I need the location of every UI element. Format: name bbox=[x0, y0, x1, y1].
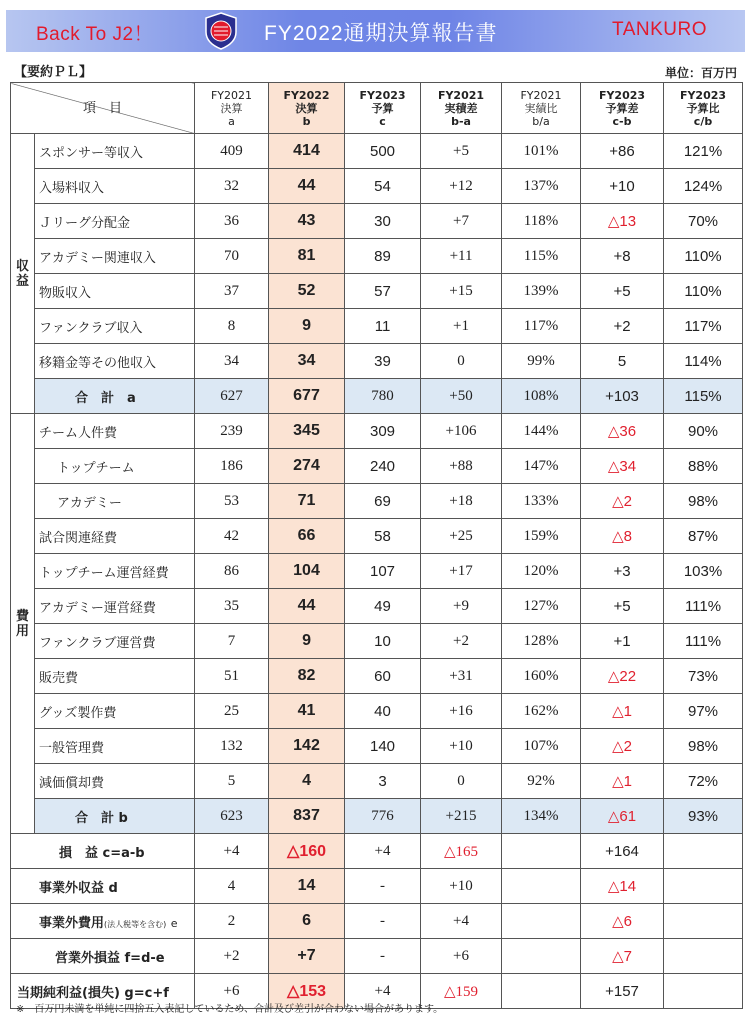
fy2021-value: 36 bbox=[195, 204, 269, 239]
footnote: ※ 百万円未満を単純に四捨五入表記しているため、合計及び差引が合わない場合があります。 bbox=[16, 1004, 444, 1015]
col-fy2023-l3: c bbox=[379, 114, 386, 128]
fy2022-value: 71 bbox=[269, 484, 345, 519]
fy2021-total: 623 bbox=[195, 799, 269, 834]
fy2022-value: 44 bbox=[269, 169, 345, 204]
ratio-cb-value: 117% bbox=[664, 309, 743, 344]
fy2022-value: 345 bbox=[269, 414, 345, 449]
ratio-cb-value: 124% bbox=[664, 169, 743, 204]
fy2023-value: 49 bbox=[345, 589, 421, 624]
diff-cb-value: △2 bbox=[581, 484, 664, 519]
fy2023-value: 500 bbox=[345, 134, 421, 169]
non-op-income-row-fy2023: - bbox=[345, 869, 421, 904]
net-income-row-fy2022: △153 bbox=[269, 974, 345, 1009]
col-ratio-cb-l3: c/b bbox=[693, 114, 713, 128]
fy2023-value: 240 bbox=[345, 449, 421, 484]
diff-cb-value: +5 bbox=[581, 589, 664, 624]
non-op-income-row bbox=[11, 869, 743, 904]
col-diff-cb-l2: 予算差 bbox=[605, 101, 639, 115]
net-income-row-diff-ba: △159 bbox=[421, 974, 502, 1009]
row-label: グッズ製作費 bbox=[35, 694, 195, 729]
ratio-ba-value: 160% bbox=[502, 659, 581, 694]
non-op-expense-row-ratio-ba bbox=[502, 904, 581, 939]
fy2022-value: 44 bbox=[269, 589, 345, 624]
ratio-cb-value: 111% bbox=[664, 624, 743, 659]
fy2022-value: 66 bbox=[269, 519, 345, 554]
ratio-ba-value: 133% bbox=[502, 484, 581, 519]
fy2021-value: 37 bbox=[195, 274, 269, 309]
table-row bbox=[11, 519, 743, 554]
ratio-ba-value: 118% bbox=[502, 204, 581, 239]
fy2021-value: 42 bbox=[195, 519, 269, 554]
table-row bbox=[11, 239, 743, 274]
total-row bbox=[11, 379, 743, 414]
non-op-expense-row-fy2022: 6 bbox=[269, 904, 345, 939]
fy2022-value: 9 bbox=[269, 624, 345, 659]
col-ratio-ba-l2: 実績比 bbox=[524, 101, 558, 115]
diff-ba-value: +11 bbox=[421, 239, 502, 274]
fy2023-value: 30 bbox=[345, 204, 421, 239]
col-diff-ba bbox=[421, 83, 502, 134]
row-label: 試合関連経費 bbox=[35, 519, 195, 554]
diff-ba-value: +9 bbox=[421, 589, 502, 624]
fy2021-value: 5 bbox=[195, 764, 269, 799]
net-income-row-fy2021: +6 bbox=[195, 974, 269, 1009]
diff-ba-value: +5 bbox=[421, 134, 502, 169]
diff-ba-value: +7 bbox=[421, 204, 502, 239]
profit-row-diff-ba: △165 bbox=[421, 834, 502, 869]
col-diff-cb-l1: FY2023 bbox=[598, 88, 646, 102]
total-label: 合 計 a bbox=[35, 379, 195, 414]
profit-row-ratio-cb bbox=[664, 834, 743, 869]
col-ratio-cb-l1: FY2023 bbox=[679, 88, 727, 102]
fy2021-value: 132 bbox=[195, 729, 269, 764]
non-op-expense-row-label bbox=[11, 904, 195, 939]
diff-ba-total: +215 bbox=[421, 799, 502, 834]
diff-cb-total: △61 bbox=[581, 799, 664, 834]
total-label: 合 計 b bbox=[35, 799, 195, 834]
profit-row-fy2021: +4 bbox=[195, 834, 269, 869]
fy2023-value: 60 bbox=[345, 659, 421, 694]
revenue-label: 収 益 bbox=[11, 134, 35, 414]
ratio-ba-value: 117% bbox=[502, 309, 581, 344]
table-row bbox=[11, 484, 743, 519]
ratio-ba-value: 147% bbox=[502, 449, 581, 484]
non-op-expense-tail: e bbox=[170, 916, 178, 930]
diff-cb-value: 5 bbox=[581, 344, 664, 379]
diff-cb-value: △34 bbox=[581, 449, 664, 484]
diff-ba-value: +10 bbox=[421, 729, 502, 764]
non-op-income-text: 事業外収益 d bbox=[39, 880, 118, 896]
revenue-section bbox=[11, 134, 743, 414]
fy2023-value: 89 bbox=[345, 239, 421, 274]
non-op-pl-row-label bbox=[11, 939, 195, 974]
diff-ba-total: +50 bbox=[421, 379, 502, 414]
net-income-row-ratio-ba bbox=[502, 974, 581, 1009]
non-op-expense-row-fy2023: - bbox=[345, 904, 421, 939]
non-op-expense-text: 事業外費用 bbox=[39, 915, 105, 931]
ratio-cb-value: 70% bbox=[664, 204, 743, 239]
ratio-ba-total: 108% bbox=[502, 379, 581, 414]
row-label: トップチーム bbox=[35, 449, 195, 484]
diff-cb-value: +86 bbox=[581, 134, 664, 169]
diff-ba-value: +15 bbox=[421, 274, 502, 309]
table-row bbox=[11, 274, 743, 309]
ratio-ba-value: 101% bbox=[502, 134, 581, 169]
club-crest-icon bbox=[203, 12, 239, 50]
table-row bbox=[11, 414, 743, 449]
fy2021-value: 25 bbox=[195, 694, 269, 729]
fy2023-value: 58 bbox=[345, 519, 421, 554]
diff-ba-value: +12 bbox=[421, 169, 502, 204]
ratio-ba-value: 137% bbox=[502, 169, 581, 204]
net-income-row-ratio-cb bbox=[664, 974, 743, 1009]
col-diff-cb-l3: c-b bbox=[612, 114, 632, 128]
row-label: 一般管理費 bbox=[35, 729, 195, 764]
col-diff-cb bbox=[581, 83, 664, 134]
table-row bbox=[11, 764, 743, 799]
fy2022-value: 9 bbox=[269, 309, 345, 344]
fy2022-total: 837 bbox=[269, 799, 345, 834]
fy2021-total: 627 bbox=[195, 379, 269, 414]
fy2023-value: 11 bbox=[345, 309, 421, 344]
col-fy2022-l3: b bbox=[302, 114, 311, 128]
diff-cb-value: +3 bbox=[581, 554, 664, 589]
fy2022-value: 34 bbox=[269, 344, 345, 379]
fy2023-value: 309 bbox=[345, 414, 421, 449]
fy2022-value: 142 bbox=[269, 729, 345, 764]
ratio-ba-value: 127% bbox=[502, 589, 581, 624]
diff-ba-value: +1 bbox=[421, 309, 502, 344]
ratio-cb-value: 98% bbox=[664, 484, 743, 519]
non-op-expense-note: (法人税等を含む) bbox=[104, 919, 167, 929]
row-label: 物販収入 bbox=[35, 274, 195, 309]
col-fy2023-l2: 予算 bbox=[371, 101, 394, 115]
diff-cb-value: +5 bbox=[581, 274, 664, 309]
non-op-expense-row-ratio-cb bbox=[664, 904, 743, 939]
table-row bbox=[11, 449, 743, 484]
ratio-ba-value: 139% bbox=[502, 274, 581, 309]
table-row bbox=[11, 659, 743, 694]
profit-row-ratio-ba bbox=[502, 834, 581, 869]
fy2023-total: 780 bbox=[345, 379, 421, 414]
diff-cb-value: △36 bbox=[581, 414, 664, 449]
row-label: 販売費 bbox=[35, 659, 195, 694]
ratio-ba-value: 107% bbox=[502, 729, 581, 764]
diff-ba-value: 0 bbox=[421, 344, 502, 379]
ratio-cb-value: 110% bbox=[664, 239, 743, 274]
ratio-cb-value: 88% bbox=[664, 449, 743, 484]
col-fy2023 bbox=[345, 83, 421, 134]
col-diff-ba-l2: 実積差 bbox=[444, 101, 478, 115]
table-row bbox=[11, 694, 743, 729]
fy2021-value: 409 bbox=[195, 134, 269, 169]
col-ratio-ba bbox=[502, 83, 581, 134]
non-op-pl-row-fy2022: +7 bbox=[269, 939, 345, 974]
diff-cb-value: +8 bbox=[581, 239, 664, 274]
non-op-income-row-ratio-cb bbox=[664, 869, 743, 904]
fy2023-value: 40 bbox=[345, 694, 421, 729]
col-fy2021-l3: a bbox=[228, 114, 235, 128]
fy2023-total: 776 bbox=[345, 799, 421, 834]
col-fy2021 bbox=[195, 83, 269, 134]
non-op-pl-row bbox=[11, 939, 743, 974]
non-op-pl-row-diff-ba: +6 bbox=[421, 939, 502, 974]
non-op-pl-row-ratio-ba bbox=[502, 939, 581, 974]
ratio-cb-value: 121% bbox=[664, 134, 743, 169]
row-label: アカデミー運営経費 bbox=[35, 589, 195, 624]
item-header bbox=[11, 83, 195, 134]
ratio-cb-value: 98% bbox=[664, 729, 743, 764]
table-row bbox=[11, 204, 743, 239]
fy2022-value: 43 bbox=[269, 204, 345, 239]
ratio-cb-value: 90% bbox=[664, 414, 743, 449]
ratio-ba-value: 92% bbox=[502, 764, 581, 799]
ratio-cb-value: 103% bbox=[664, 554, 743, 589]
diff-cb-value: +10 bbox=[581, 169, 664, 204]
non-op-income-row-ratio-ba bbox=[502, 869, 581, 904]
fy2021-value: 7 bbox=[195, 624, 269, 659]
ratio-cb-value: 73% bbox=[664, 659, 743, 694]
col-ratio-ba-l1: FY2021 bbox=[520, 88, 562, 102]
fy2021-value: 32 bbox=[195, 169, 269, 204]
table-row bbox=[11, 309, 743, 344]
ratio-cb-total: 93% bbox=[664, 799, 743, 834]
fy2021-value: 239 bbox=[195, 414, 269, 449]
net-income-text: 当期純利益(損失) g=c+f bbox=[17, 985, 169, 1001]
row-label: 移籍金等その他収入 bbox=[35, 344, 195, 379]
non-op-income-row-fy2021: 4 bbox=[195, 869, 269, 904]
ratio-cb-value: 111% bbox=[664, 589, 743, 624]
fy2023-value: 69 bbox=[345, 484, 421, 519]
diff-ba-value: +88 bbox=[421, 449, 502, 484]
col-diff-ba-l3: b-a bbox=[451, 114, 471, 128]
expense-label: 費 用 bbox=[11, 414, 35, 834]
club-name: TANKURO bbox=[612, 19, 707, 40]
ratio-ba-value: 128% bbox=[502, 624, 581, 659]
pl-table bbox=[10, 82, 743, 1009]
col-ratio-cb bbox=[664, 83, 743, 134]
diff-cb-total: +103 bbox=[581, 379, 664, 414]
unit-label: 単位：百万円 bbox=[664, 66, 737, 80]
ratio-cb-value: 87% bbox=[664, 519, 743, 554]
diff-cb-value: +2 bbox=[581, 309, 664, 344]
diff-ba-value: +16 bbox=[421, 694, 502, 729]
fy2021-value: 35 bbox=[195, 589, 269, 624]
diff-ba-value: +25 bbox=[421, 519, 502, 554]
ratio-cb-value: 97% bbox=[664, 694, 743, 729]
fy2023-value: 3 bbox=[345, 764, 421, 799]
net-income-row-diff-cb: +157 bbox=[581, 974, 664, 1009]
report-title: FY2022通期決算報告書 bbox=[264, 22, 498, 45]
ratio-ba-value: 162% bbox=[502, 694, 581, 729]
fy2021-value: 53 bbox=[195, 484, 269, 519]
non-op-expense-row-diff-ba: +4 bbox=[421, 904, 502, 939]
col-fy2022-l1: FY2022 bbox=[283, 88, 330, 102]
diff-ba-value: +106 bbox=[421, 414, 502, 449]
profit-section bbox=[11, 834, 743, 1009]
diff-cb-value: △13 bbox=[581, 204, 664, 239]
fy2022-value: 4 bbox=[269, 764, 345, 799]
row-label: チーム人件費 bbox=[35, 414, 195, 449]
fy2022-value: 274 bbox=[269, 449, 345, 484]
diff-cb-value: △8 bbox=[581, 519, 664, 554]
non-op-pl-row-fy2021: +2 bbox=[195, 939, 269, 974]
non-op-income-row-diff-ba: +10 bbox=[421, 869, 502, 904]
profit-label-text: 損 益 c=a-b bbox=[59, 845, 145, 861]
diff-ba-value: +18 bbox=[421, 484, 502, 519]
ratio-cb-total: 115% bbox=[664, 379, 743, 414]
profit-row bbox=[11, 834, 743, 869]
fy2022-total: 677 bbox=[269, 379, 345, 414]
col-fy2023-l1: FY2023 bbox=[359, 88, 406, 102]
diff-ba-value: 0 bbox=[421, 764, 502, 799]
non-op-expense-row bbox=[11, 904, 743, 939]
fy2023-value: 140 bbox=[345, 729, 421, 764]
row-label: 減価償却費 bbox=[35, 764, 195, 799]
non-op-pl-row-diff-cb: △7 bbox=[581, 939, 664, 974]
profit-row-fy2022: △160 bbox=[269, 834, 345, 869]
diff-ba-value: +2 bbox=[421, 624, 502, 659]
ratio-ba-value: 159% bbox=[502, 519, 581, 554]
row-label: ファンクラブ運営費 bbox=[35, 624, 195, 659]
row-label: スポンサー等収入 bbox=[35, 134, 195, 169]
non-op-pl-row-fy2023: - bbox=[345, 939, 421, 974]
profit-row-label bbox=[11, 834, 195, 869]
ratio-ba-value: 144% bbox=[502, 414, 581, 449]
fy2021-value: 70 bbox=[195, 239, 269, 274]
fy2021-value: 86 bbox=[195, 554, 269, 589]
ratio-ba-total: 134% bbox=[502, 799, 581, 834]
table-row bbox=[11, 729, 743, 764]
table-row bbox=[11, 554, 743, 589]
header-row bbox=[11, 83, 743, 134]
col-fy2022 bbox=[269, 83, 345, 134]
fy2021-value: 34 bbox=[195, 344, 269, 379]
ratio-cb-value: 114% bbox=[664, 344, 743, 379]
profit-row-fy2023: +4 bbox=[345, 834, 421, 869]
non-op-pl-text: 営業外損益 f=d-e bbox=[55, 950, 165, 966]
col-ratio-cb-l2: 予算比 bbox=[686, 101, 720, 115]
row-label: Ｊリーグ分配金 bbox=[35, 204, 195, 239]
table-row bbox=[11, 344, 743, 379]
non-op-income-row-label bbox=[11, 869, 195, 904]
fy2021-value: 186 bbox=[195, 449, 269, 484]
fy2023-value: 10 bbox=[345, 624, 421, 659]
summary-pl-caption: 【要約ＰＬ】 bbox=[14, 65, 93, 80]
row-label: 入場料収入 bbox=[35, 169, 195, 204]
diff-cb-value: △1 bbox=[581, 764, 664, 799]
col-fy2022-l2: 決算 bbox=[295, 101, 318, 115]
table-row bbox=[11, 589, 743, 624]
table-row bbox=[11, 169, 743, 204]
row-label: アカデミー bbox=[35, 484, 195, 519]
fy2023-value: 107 bbox=[345, 554, 421, 589]
fy2022-value: 52 bbox=[269, 274, 345, 309]
fy2022-value: 104 bbox=[269, 554, 345, 589]
fy2022-value: 414 bbox=[269, 134, 345, 169]
row-label: ファンクラブ収入 bbox=[35, 309, 195, 344]
diff-cb-value: △1 bbox=[581, 694, 664, 729]
non-op-expense-row-diff-cb: △6 bbox=[581, 904, 664, 939]
fy2023-value: 57 bbox=[345, 274, 421, 309]
diff-cb-value: △2 bbox=[581, 729, 664, 764]
fy2022-value: 82 bbox=[269, 659, 345, 694]
fy2023-value: 54 bbox=[345, 169, 421, 204]
expense-section bbox=[11, 414, 743, 834]
ratio-cb-value: 72% bbox=[664, 764, 743, 799]
fy2021-value: 51 bbox=[195, 659, 269, 694]
diff-cb-value: △22 bbox=[581, 659, 664, 694]
col-diff-ba-l1: FY2021 bbox=[437, 88, 485, 102]
net-income-row-fy2023: +4 bbox=[345, 974, 421, 1009]
non-op-income-row-fy2022: 14 bbox=[269, 869, 345, 904]
row-label: トップチーム運営経費 bbox=[35, 554, 195, 589]
row-label: アカデミー関連収入 bbox=[35, 239, 195, 274]
back-to-j2-text: Back To J2！ bbox=[36, 24, 154, 45]
total-row bbox=[11, 799, 743, 834]
pl-table-wrap bbox=[10, 82, 742, 1009]
fy2022-value: 41 bbox=[269, 694, 345, 729]
ratio-ba-value: 115% bbox=[502, 239, 581, 274]
table-row bbox=[11, 624, 743, 659]
ratio-ba-value: 99% bbox=[502, 344, 581, 379]
header-banner bbox=[6, 10, 745, 52]
fy2023-value: 39 bbox=[345, 344, 421, 379]
non-op-expense-row-fy2021: 2 bbox=[195, 904, 269, 939]
diff-cb-value: +1 bbox=[581, 624, 664, 659]
col-fy2021-l1: FY2021 bbox=[210, 88, 253, 102]
fy2022-value: 81 bbox=[269, 239, 345, 274]
col-fy2021-l2: 決算 bbox=[220, 101, 243, 115]
ratio-ba-value: 120% bbox=[502, 554, 581, 589]
col-ratio-ba-l3: b/a bbox=[532, 114, 550, 128]
non-op-pl-row-ratio-cb bbox=[664, 939, 743, 974]
table-row bbox=[11, 134, 743, 169]
fy2021-value: 8 bbox=[195, 309, 269, 344]
diff-ba-value: +31 bbox=[421, 659, 502, 694]
profit-row-diff-cb: +164 bbox=[581, 834, 664, 869]
non-op-income-row-diff-cb: △14 bbox=[581, 869, 664, 904]
ratio-cb-value: 110% bbox=[664, 274, 743, 309]
diff-ba-value: +17 bbox=[421, 554, 502, 589]
item-header-label: 項 目 bbox=[83, 100, 123, 116]
